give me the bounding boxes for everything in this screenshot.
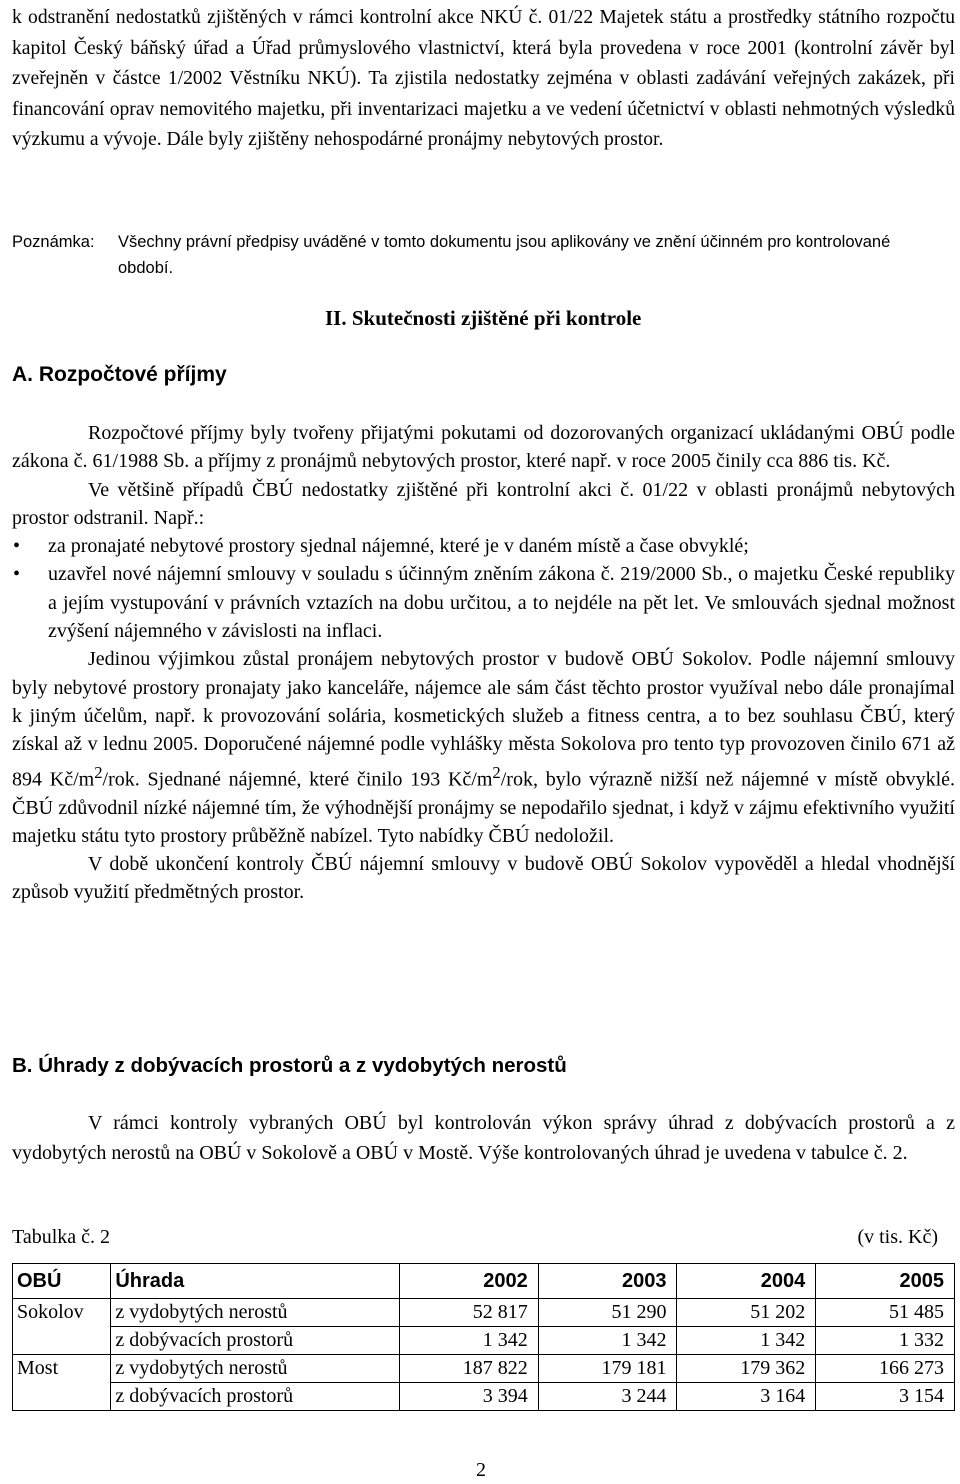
table-row [13, 1299, 955, 1327]
chapter-title: II. Skutečnosti zjištěné při kontrole [325, 306, 642, 330]
column-header-2004: 2004 [677, 1264, 816, 1299]
table-cell: 52 817 [399, 1299, 538, 1327]
table-cell: 166 273 [816, 1355, 955, 1383]
table-cell: z dobývacích prostorů [111, 1327, 400, 1355]
table-row [13, 1355, 955, 1383]
list-item [12, 532, 955, 560]
page-number: 2 [476, 1459, 486, 1481]
table-cell: 179 362 [677, 1355, 816, 1383]
section-a-paragraph-4: V době ukončení kontroly ČBÚ nájemní smlouvy v budově OBÚ Sokolov vypověděl a hledal vhodnější způsob využití předmětných prostor. [12, 853, 955, 904]
section-b-paragraph: V rámci kontroly vybraných OBÚ byl kontrolován výkon správy úhrad z dobývacích prostorů a z vydobytých nerostů na OBÚ v Sokolově a OBÚ v Mostě. Výše kontrolovaných úhrad je uvedena v tabulce č. 2. [12, 1112, 955, 1164]
table-cell: 51 290 [538, 1299, 677, 1327]
bullet-list [12, 532, 955, 645]
table-row [13, 1383, 955, 1411]
section-a-heading: A. Rozpočtové příjmy [12, 363, 227, 386]
column-header-2005: 2005 [816, 1264, 955, 1299]
note-text: Všechny právní předpisy uváděné v tomto dokumentu jsou aplikovány ve znění účinném pro kontrolované období. [118, 233, 891, 277]
section-a-paragraph-1: Rozpočtové příjmy byly tvořeny přijatými pokutami od dozorovaných organizací ukládanými OBÚ podle zákona č. 61/1988 Sb. a příjmy z pronájmů nebytových prostor, které např. v roce 2005 činily cca 886 tis. Kč. [12, 422, 955, 473]
table-cell: Sokolov [13, 1299, 111, 1327]
table-cell: z vydobytých nerostů [111, 1355, 400, 1383]
table-cell: 187 822 [399, 1355, 538, 1383]
table-cell: 1 342 [538, 1327, 677, 1355]
table-cell [13, 1383, 111, 1411]
table-cell: 3 154 [816, 1383, 955, 1411]
table-header-row [13, 1264, 955, 1299]
table-cell: 179 181 [538, 1355, 677, 1383]
note-label: Poznámka: [12, 233, 95, 251]
bullet-icon: • [13, 563, 21, 586]
table-cell: 3 244 [538, 1383, 677, 1411]
table-cell: 51 485 [816, 1299, 955, 1327]
table-cell: 3 394 [399, 1383, 538, 1411]
list-item-text: za pronajaté nebytové prostory sjednal nájemné, které je v daném místě a čase obvyklé; [48, 535, 749, 558]
table-row [13, 1327, 955, 1355]
table-cell [13, 1327, 111, 1355]
table-cell: z vydobytých nerostů [111, 1299, 400, 1327]
column-header-obu: OBÚ [13, 1264, 111, 1299]
table-cell: z dobývacích prostorů [111, 1383, 400, 1411]
section-a-body [12, 419, 955, 907]
table-caption: Tabulka č. 2 [12, 1226, 111, 1248]
list-item [12, 560, 955, 645]
table-cell: 51 202 [677, 1299, 816, 1327]
column-header-uhrada: Úhrada [111, 1264, 400, 1299]
column-header-2002: 2002 [399, 1264, 538, 1299]
superscript: 2 [94, 762, 103, 782]
list-item-text: uzavřel nové nájemní smlouvy v souladu s účinným zněním zákona č. 219/2000 Sb., o majetku České republiky a jejím vystupování v právních vztazích na dobu určitou, a to nejdéle na pět let. Ve smlouvách sjednal možnost zvýšení nájemného v závislosti na inflaci. [48, 563, 955, 643]
table-cell: 1 342 [677, 1327, 816, 1355]
table-cell: Most [13, 1355, 111, 1383]
bullet-icon: • [13, 535, 21, 558]
section-a-paragraph-2: Ve většině případů ČBÚ nedostatky zjištěné při kontrolní akci č. 01/22 v oblasti pronájmů nebytových prostor odstranil. Např.: [12, 478, 955, 529]
intro-paragraph: k odstranění nedostatků zjištěných v rámci kontrolní akce NKÚ č. 01/22 Majetek státu a prostředky státního rozpočtu kapitol Český báňský úřad a Úřad průmyslového vlastnictví, která byla provedena v roce 2001 (kontrolní závěr byl zveřejněn v částce 1/2002 Věstníku NKÚ). Ta zjistila nedostatky zejména v oblasti zadávání veřejných zakázek, při financování oprav nemovitého majetku, při inventarizaci majetku a ve vedení účetnictví v oblasti nehmotných výsledků výzkumu a vývoje. Dále byly zjištěny nehospodárné pronájmy nebytových prostor. [12, 7, 955, 150]
section-a-paragraph-3: Jedinou výjimkou zůstal pronájem nebytových prostor v budově OBÚ Sokolov. Podle nájemní smlouvy byly nebytové prostory pronajaty jako kanceláře, nájemce ale sám část těchto prostor využíval nebo dále pronajímal k jiným účelům, např. k provozování solária, kosmetických služeb a fitness centra, a to bez souhlasu ČBÚ, který získal až v lednu 2005. Doporučené nájemné podle vyhlášky města Sokolova pro tento typ provozoven činilo 671 až 894 $Kč/m^2$/rok. Sjednané nájemné, které činilo 193 $Kč/m^2$/rok, bylo výrazně nižší než nájemné v místě obvyklé. ČBÚ zdůvodnil nízké nájemné tím, že výhodnější pronájmy se nepodařilo sjednat, i když v zájmu efektivního využití majetku státu tyto prostory průběžně nabízel. Tyto nabídky ČBÚ nedoložil. [12, 648, 956, 847]
table-cell: 3 164 [677, 1383, 816, 1411]
table-cell: 1 332 [816, 1327, 955, 1355]
section-b-heading: B. Úhrady z dobývacích prostorů a z vydobytých nerostů [12, 1054, 567, 1077]
table-cell: 1 342 [399, 1327, 538, 1355]
data-table [12, 1263, 955, 1411]
table-unit: (v tis. Kč) [857, 1226, 938, 1248]
table-caption-row [12, 1226, 938, 1249]
superscript: 2 [492, 762, 501, 782]
column-header-2003: 2003 [538, 1264, 677, 1299]
